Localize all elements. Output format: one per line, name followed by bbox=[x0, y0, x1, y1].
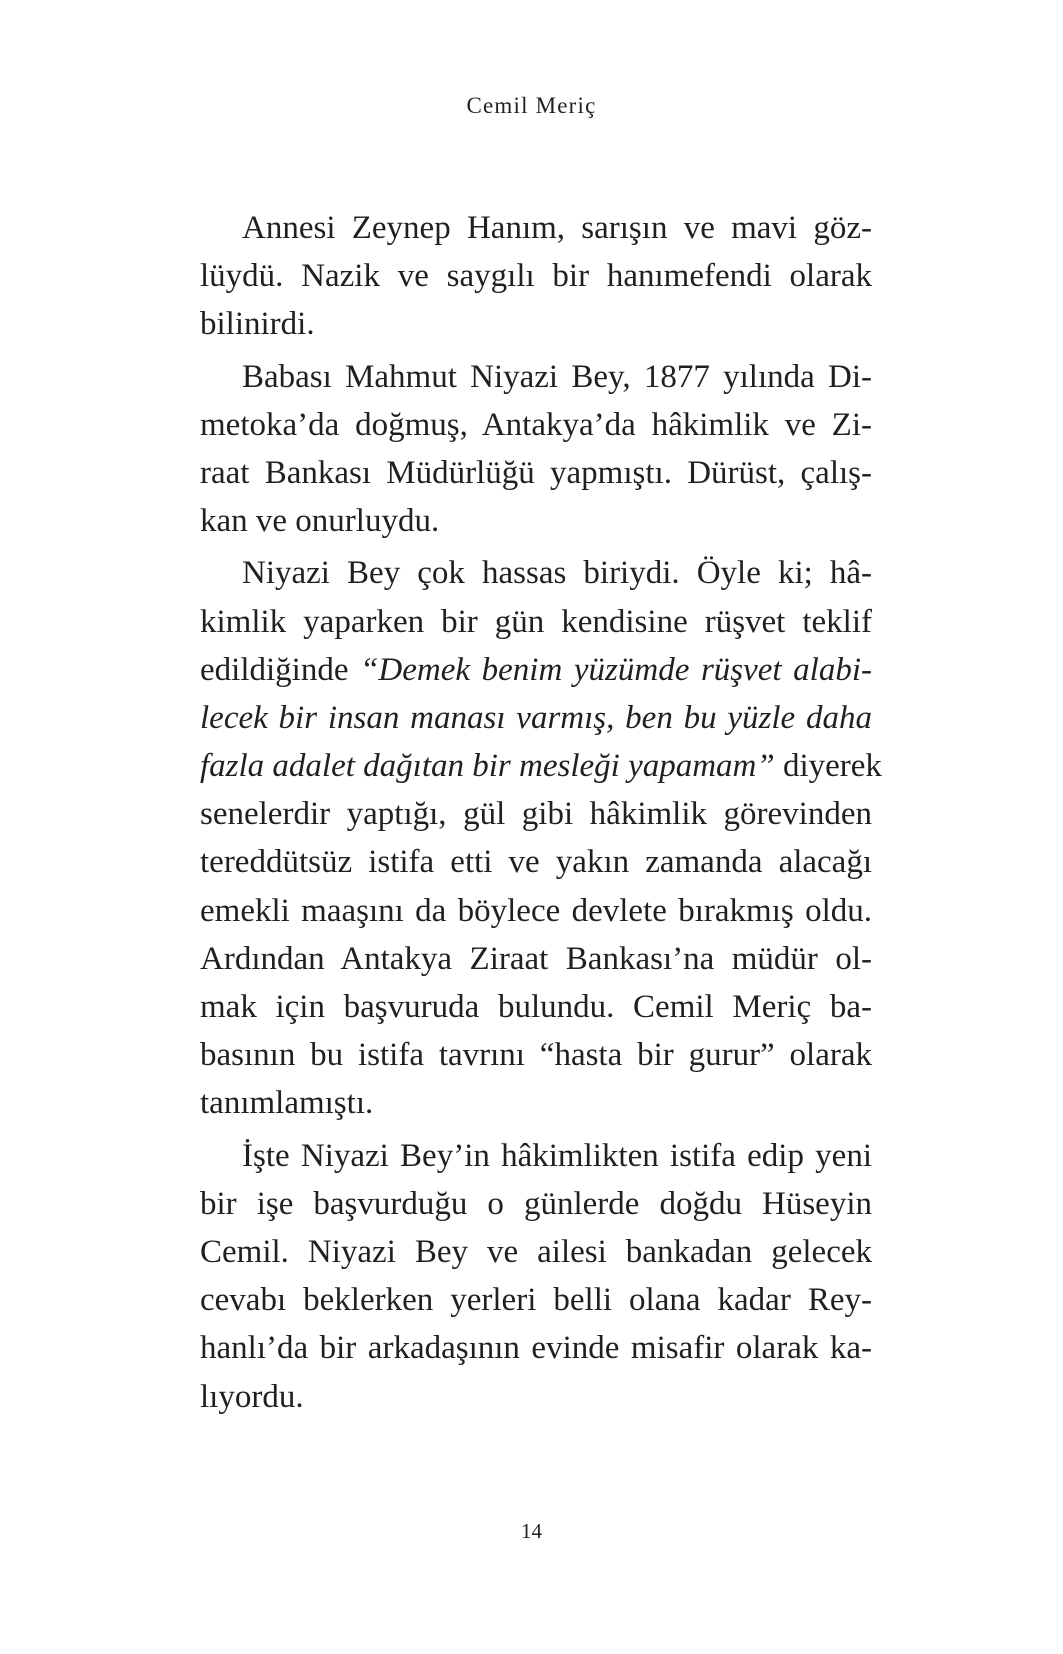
page-number: 14 bbox=[521, 1519, 542, 1543]
text-run: diyerek bbox=[774, 748, 882, 785]
text-line bbox=[200, 742, 882, 790]
text-line: cevabı beklerken yerleri belli olana kadar Rey- bbox=[200, 1282, 872, 1319]
text-line: bir işe başvurduğu o günlerde doğdu Hüseyin bbox=[200, 1185, 872, 1222]
text-line: tanımlamıştı. bbox=[200, 1085, 374, 1122]
paragraph bbox=[200, 549, 882, 1127]
text-line: tereddütsüz istifa etti ve yakın zamanda alacağı bbox=[200, 844, 872, 881]
quote-italic: lecek bir insan manası varmış, ben bu yüzle daha bbox=[200, 699, 872, 736]
text-line: Annesi Zeynep Hanım, sarışın ve mavi göz- bbox=[242, 210, 872, 246]
running-head: Cemil Meriç bbox=[466, 93, 597, 118]
text-run: edildiğinde bbox=[200, 651, 361, 688]
quote-italic: “Demek benim yüzümde rüşvet alabi- bbox=[360, 651, 873, 688]
text-line: lıyordu. bbox=[200, 1378, 304, 1415]
text-line: mak için başvuruda bulundu. Cemil Meriç ba- bbox=[200, 989, 872, 1025]
text-line: Cemil. Niyazi Bey ve ailesi bankadan gelecek bbox=[200, 1233, 872, 1270]
text-line: raat Bankası Müdürlüğü yapmıştı. Dürüst, çalış- bbox=[200, 454, 872, 491]
quote-italic: fazla adalet dağıtan bir mesleği yapamam” bbox=[200, 748, 775, 785]
text-line: kan ve onurluydu. bbox=[200, 503, 440, 540]
paragraph bbox=[200, 353, 872, 546]
text-line: İşte Niyazi Bey’in hâkimlikten istifa edip yeni bbox=[242, 1137, 872, 1174]
text-line bbox=[200, 694, 872, 742]
text-line: metoka’da doğmuş, Antakya’da hâkimlik ve Zi- bbox=[200, 406, 872, 443]
body-text bbox=[200, 204, 882, 1421]
text-line: Ardından Antakya Ziraat Bankası’na müdür ol- bbox=[200, 940, 872, 977]
text-line: kimlik yaparken bir gün kendisine rüşvet teklif bbox=[200, 603, 872, 640]
text-line: basının bu istifa tavrını “hasta bir gurur” olarak bbox=[200, 1037, 872, 1074]
text-line: bilinirdi. bbox=[200, 306, 315, 343]
text-line: hanlı’da bir arkadaşının evinde misafir olarak ka- bbox=[200, 1330, 872, 1367]
text-line bbox=[200, 646, 872, 694]
paragraph bbox=[200, 204, 872, 349]
paragraph bbox=[200, 1132, 872, 1421]
text-line: emekli maaşını da böylece devlete bırakmış oldu. bbox=[200, 892, 872, 929]
text-line: senelerdir yaptığı, gül gibi hâkimlik görevinden bbox=[200, 796, 872, 833]
text-line: Babası Mahmut Niyazi Bey, 1877 yılında Di- bbox=[242, 358, 872, 395]
text-line: Niyazi Bey çok hassas biriydi. Öyle ki; hâ- bbox=[242, 555, 872, 592]
text-line: lüydü. Nazik ve saygılı bir hanımefendi olarak bbox=[200, 258, 872, 295]
